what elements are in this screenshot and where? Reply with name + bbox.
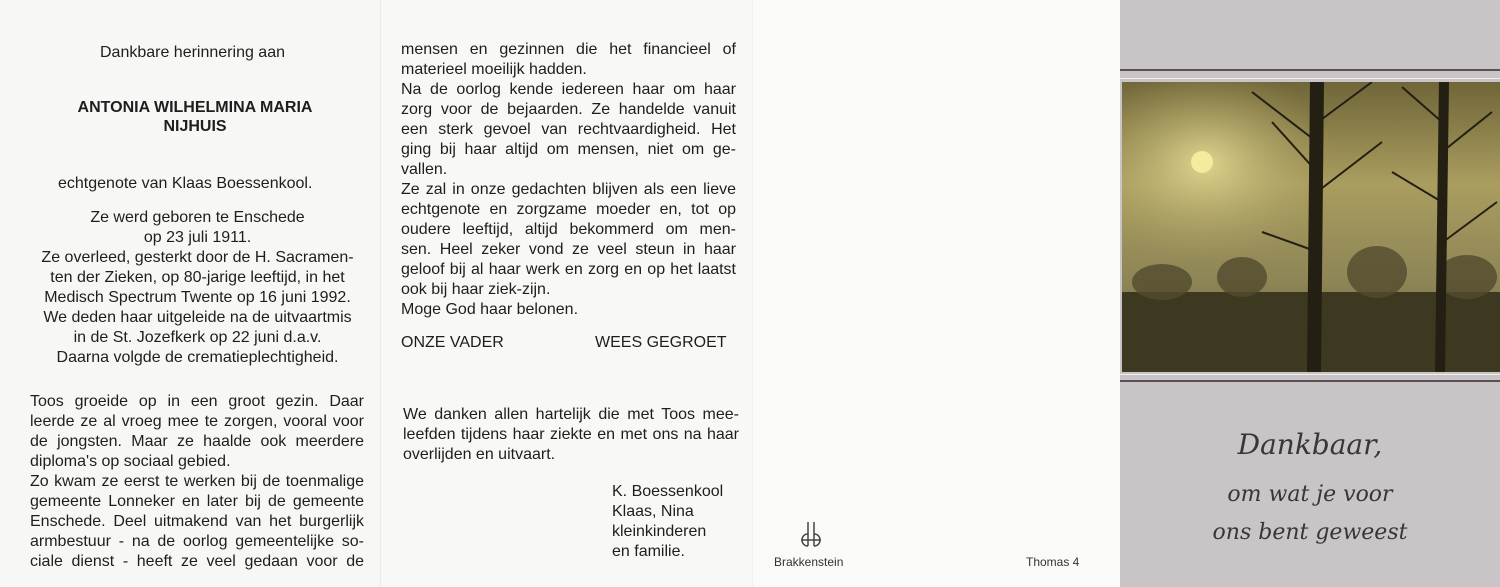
text-line: ook bij haar ziek-zijn.	[401, 281, 551, 298]
sunset-photo	[1122, 82, 1500, 372]
publisher-logo-icon	[797, 520, 825, 550]
name-line-1: ANTONIA WILHELMINA MARIA	[77, 99, 313, 116]
story-line: gemeente Lonneker en later bij de gemeente	[30, 493, 364, 510]
cover-line-1: Dankbaar,	[1237, 428, 1383, 461]
signature-line: Klaas, Nina	[612, 503, 694, 520]
signature-line: kleinkinderen	[612, 523, 707, 540]
story-line: Zo kwam ze eerst te werken bij de toenmalige	[30, 473, 364, 490]
prayer-our-father: ONZE VADER	[401, 334, 504, 351]
text-line: vallen.	[401, 161, 448, 178]
life-line: We deden haar uitgeleide na de uitvaartmis	[43, 309, 352, 326]
thanks-line: overlijden en uitvaart.	[403, 446, 556, 463]
divider	[1120, 374, 1500, 375]
text-line: Moge God haar belonen.	[401, 301, 579, 318]
thanks-text	[403, 405, 739, 465]
text-line: materieel moeilijk hadden.	[401, 61, 587, 78]
cover-line-3: ons bent geweest	[1212, 520, 1408, 545]
story-line: Toos groeide op in een groot gezin. Daar	[30, 393, 364, 410]
back-panel	[752, 0, 1120, 587]
life-line: Medisch Spectrum Twente op 16 juni 1992.	[44, 289, 351, 306]
life-line: Daarna volgde de crematieplechtigheid.	[56, 349, 339, 366]
signature	[612, 482, 723, 562]
story-continued	[401, 40, 736, 320]
story-line: diploma's op sociaal gebied.	[30, 453, 231, 470]
name-line-2: NIJHUIS	[163, 118, 227, 135]
card-code: Thomas 4	[1026, 555, 1080, 569]
story-line: Enschede. Deel uitmakend van het burgerlijk	[30, 513, 364, 530]
life-line: in de St. Jozefkerk op 22 juni d.a.v.	[73, 329, 322, 346]
life-dates	[20, 208, 375, 368]
divider	[1120, 78, 1500, 79]
left-panel	[0, 0, 380, 587]
text-line: oudere leeftijd, altijd bekommerd om men-	[401, 221, 736, 238]
thanks-line: We danken allen hartelijk die met Toos mee-	[403, 406, 739, 423]
text-line: Ze zal in onze gedachten blijven als een lieve	[401, 181, 736, 198]
text-line: echtgenote en zorgzame moeder en, tot op	[401, 201, 736, 218]
life-line: Ze overleed, gesterkt door de H. Sacramen-	[41, 249, 354, 266]
signature-line: en familie.	[612, 543, 685, 560]
story-line: armbestuur - na de oorlog gemeentelijke so-	[30, 533, 364, 550]
text-line: geloof bij al haar werk en zorg en op het laatst	[401, 261, 736, 278]
thanks-line: leefden tijdens haar ziekte en met ons na haar	[403, 426, 739, 443]
text-line: ging bij haar altijd om mensen, niet om ge-	[401, 141, 736, 158]
life-line: Ze werd geboren te Enschede	[90, 209, 305, 226]
prayer-hail-mary: WEES GEGROET	[595, 334, 727, 351]
cover-panel	[1120, 0, 1500, 587]
signature-line: K. Boessenkool	[612, 483, 724, 500]
text-line: zorg voor de bejaarden. Ze handelde vanuit	[401, 101, 736, 118]
text-line: een sterk gevoel van rechtvaardigheid. Het	[401, 121, 736, 138]
text-line: mensen en gezinnen die het financieel of	[401, 41, 736, 58]
text-line: Na de oorlog kende iedereen haar om haar	[401, 81, 736, 98]
story-line: ciale dienst - heeft ze veel gedaan voor de	[30, 553, 364, 570]
middle-panel	[380, 0, 752, 587]
life-line: op 23 juli 1911.	[143, 229, 252, 246]
story-line: de jongsten. Maar ze haalde ook meerdere	[30, 433, 364, 450]
publisher-name: Brakkenstein	[774, 555, 844, 569]
life-story	[30, 392, 364, 572]
text-line: sen. Heel zeker vond ze veel steun in haar	[401, 241, 736, 258]
divider	[1120, 380, 1500, 382]
intro-text: Dankbare herinnering aan	[99, 44, 285, 61]
divider	[1120, 69, 1500, 71]
spouse-text: echtgenote van Klaas Boessenkool.	[58, 175, 313, 192]
story-line: leerde ze al vroeg mee te zorgen, vooral voor	[30, 413, 364, 430]
life-line: ten der Zieken, op 80-jarige leeftijd, in het	[50, 269, 345, 286]
cover-line-2: om wat je voor	[1227, 482, 1393, 507]
